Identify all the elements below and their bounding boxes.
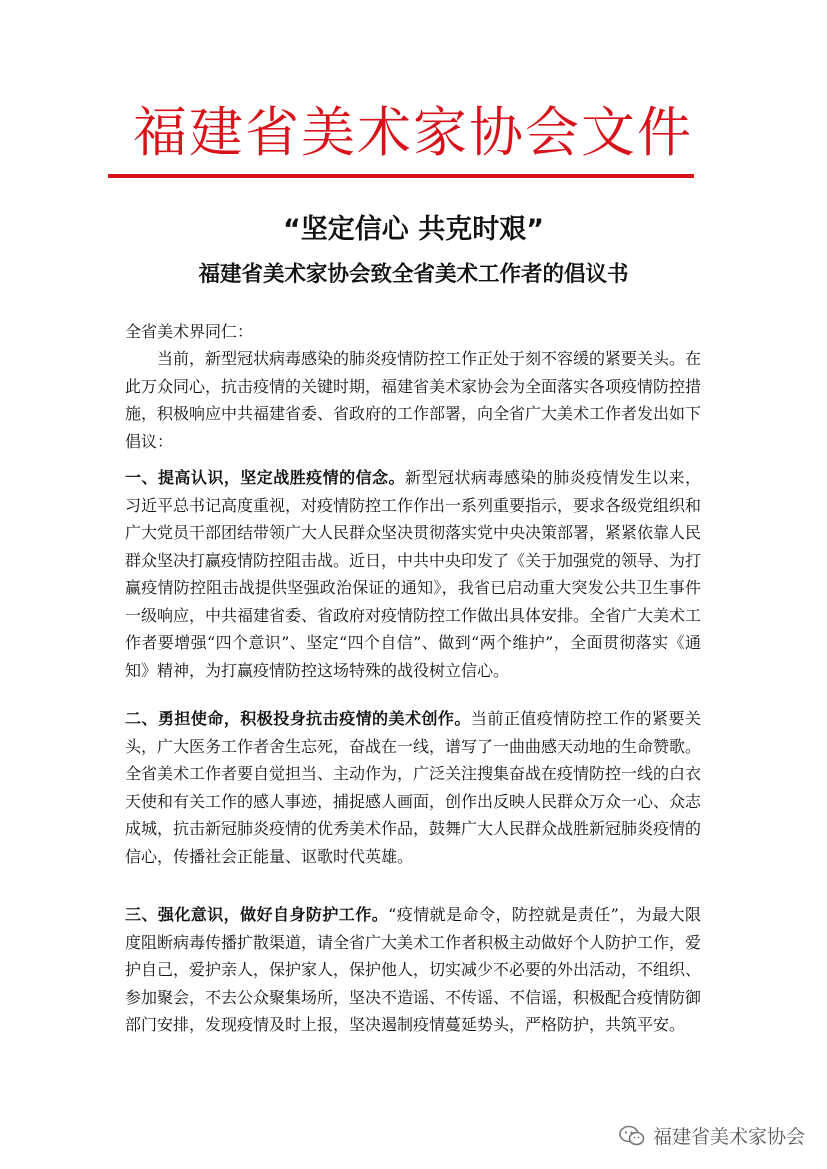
issuer-header: 福建省美术家协会文件: [133, 101, 693, 164]
section-2: [125, 705, 701, 870]
document-subtitle: 福建省美术家协会致全省美术工作者的倡议书: [198, 262, 629, 287]
wechat-watermark: [619, 1122, 805, 1149]
section-3-body: “疫情就是命令，防控就是责任”，为最大限度阻断病毒传播扩散渠道，请全省广大美术工作者积极主动做好个人防护工作，爱护自己，爱护亲人，保护家人，保护他人，切实减少不必要的外出活动，不组织、参加聚会，不去公众聚集场所，坚决不造谣、不传谣、不信谣，积极配合疫情防御部门安排，发现疫情及时上报，坚决遏制疫情蔓延势头，严格防护，共筑平安。: [125, 905, 702, 1034]
wechat-icon: [619, 1125, 645, 1147]
header-red-rule: [108, 174, 694, 178]
salutation: 全省美术界同仁：: [125, 322, 254, 341]
section-1-heading: 一、提高认识，坚定战胜疫情的信念。: [125, 468, 405, 487]
section-1-body: 新型冠状病毒感染的肺炎疫情发生以来，习近平总书记高度重视，对疫情防控工作作出一系列重要指示，要求各级党组织和广大党员干部团结带领广大人民群众坚决贯彻落实党中央决策部署，紧紧依靠人民群众坚决打赢疫情防控阻击战。近日，中共中央印发了《关于加强党的领导、为打赢疫情防控阻击战提供坚强政治保证的通知》，我省已启动重大突发公共卫生事件一级响应，中共福建省委、省政府对疫情防控工作做出具体安排。全省广大美术工作者要增强“四个意识”、坚定“四个自信”、做到“两个维护”，全面贯彻落实《通知》精神，为打赢疫情防控这场特殊的战役树立信心。: [125, 468, 702, 680]
intro-paragraph: 当前，新型冠状病毒感染的肺炎疫情防控工作正处于刻不容缓的紧要关头。在此万众同心，抗击疫情的关键时期，福建省美术家协会为全面落实各项疫情防控措施，积极响应中共福建省委、省政府的工作部署，向全省广大美术工作者发出如下倡议：: [125, 349, 702, 451]
section-1: [125, 464, 701, 684]
section-2-heading: 二、勇担使命，积极投身抗击疫情的美术创作。: [125, 709, 471, 728]
section-3-heading: 三、强化意识，做好自身防护工作。: [125, 905, 389, 924]
document-title: “坚定信心 共克时艰”: [283, 214, 544, 245]
section-3: [125, 901, 701, 1039]
wechat-account-name: 福建省美术家协会: [652, 1126, 805, 1148]
section-2-body: 当前正值疫情防控工作的紧要关头，广大医务工作者舍生忘死，奋战在一线，谱写了一曲曲感天动地的生命赞歌。全省美术工作者要自觉担当、主动作为，广泛关注搜集奋战在疫情防控一线的白衣天使和有关工作的感人事迹，捕捉感人画面，创作出反映人民群众万众一心、众志成城，抗击新冠肺炎疫情的优秀美术作品，鼓舞广大人民群众战胜新冠肺炎疫情的信心，传播社会正能量、讴歌时代英雄。: [125, 709, 702, 866]
